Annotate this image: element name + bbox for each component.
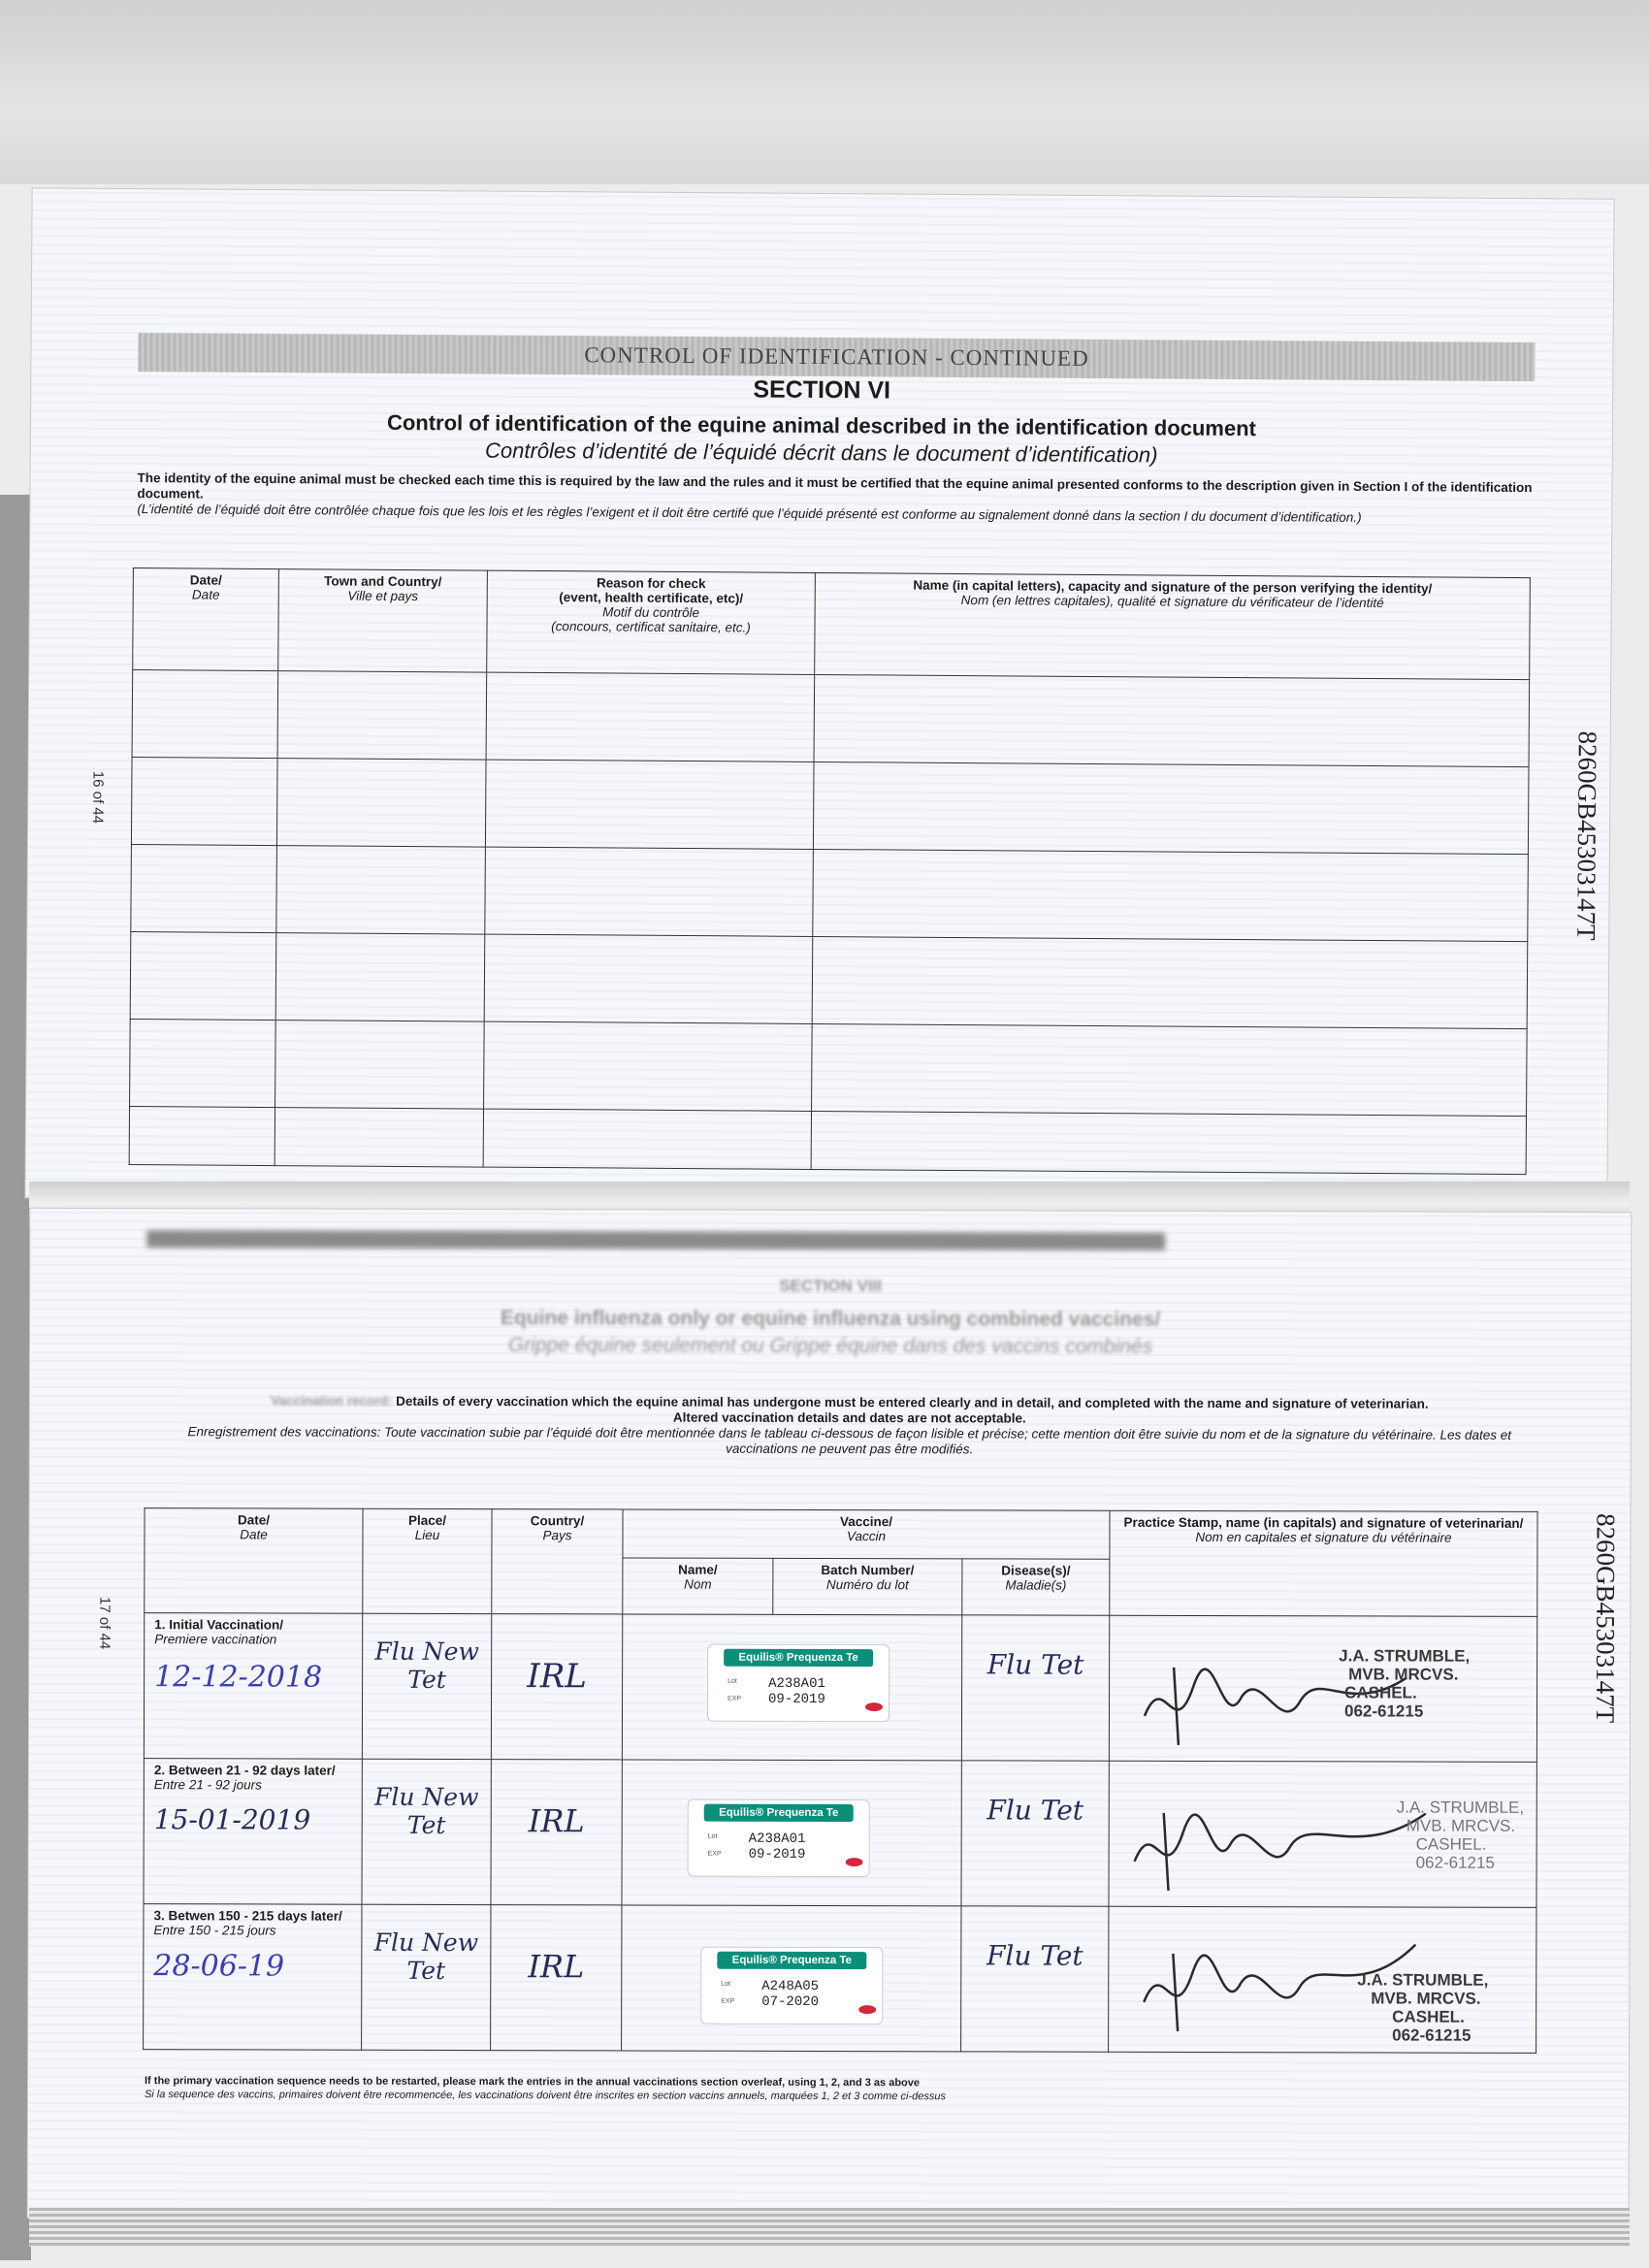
heading-en: Control of identification of the equine animal described in the identification document xyxy=(386,409,1257,441)
vaccine-sticker: Equilis® Prequenza Te Lot EXP A248A05 07-2020 xyxy=(701,1948,882,2024)
vaccine-sticker: Equilis® Prequenza Te Lot EXP A238A01 09-2019 xyxy=(708,1645,889,1721)
sticker-lot: A238A01 xyxy=(768,1675,825,1692)
footnote xyxy=(145,2074,1532,2105)
footnote-fr: Si la sequence des vaccins, primaires doivent être recommencée, les vaccinations doivent être inscrites en section vaccins annuels, marquées 1, 2 et 3 comme ci-dessus xyxy=(144,2089,947,2103)
practice-stamp: J.A. STRUMBLE, MVB. MRCVS. CASHEL. 062-61215 xyxy=(1357,1970,1489,2045)
intro-fr: (L’identité de l’équidé doit être contrôlée chaque fois que les lois et les règles l’exigent et il doit être certifé que l’équidé présenté est conforme au signalement donné dans la section I du document d’identification.) xyxy=(137,502,1362,525)
document-number: 8260GB45303147T xyxy=(1590,1513,1621,1724)
vaccination-date: 12-12-2018 xyxy=(154,1660,323,1695)
practice-stamp: J.A. STRUMBLE, MVB. MRCVS. CASHEL. 062-61215 xyxy=(1339,1646,1471,1721)
sticker-brand: Equilis® Prequenza Te xyxy=(704,1804,854,1822)
heading-en: Equine influenza only or equine influenza using combined vaccines/ xyxy=(500,1307,1161,1331)
intro-paragraph xyxy=(137,470,1534,527)
section-banner: CONTROL OF IDENTIFICATION - CONTINUED xyxy=(138,333,1535,381)
practice-stamp: J.A. STRUMBLE, MVB. MRCVS. CASHEL. 062-61215 xyxy=(1396,1798,1525,1872)
sticker-lot: A238A01 xyxy=(748,1831,806,1847)
sticker-lot: A248A05 xyxy=(761,1978,820,1994)
heading-fr: Contrôles d’identité de l’équidé décrit dans le document d’identification) xyxy=(484,437,1158,468)
section-title: SECTION VIII xyxy=(779,1276,883,1296)
sticker-exp: 09-2019 xyxy=(748,1846,806,1863)
col-verifier: Name (in capital letters), capacity and signature of the person verifying the identity/ Nom (en lettres capitales), qualité et signature du vérificateur de l’identité xyxy=(815,572,1531,679)
col-date: Date/ Date xyxy=(133,568,279,671)
vaccination-country: IRL xyxy=(527,1657,587,1697)
table-row xyxy=(130,932,1528,1029)
section-title: SECTION VI xyxy=(753,375,891,405)
footnote-en: If the primary vaccination sequence needs to be restarted, please mark the entries in the annual vaccinations section overleaf, using 1, 2, and 3 as above xyxy=(144,2075,921,2090)
sticker-exp: 09-2019 xyxy=(768,1691,825,1707)
col-place: Place/ Lieu xyxy=(363,1508,492,1613)
vaccination-country: IRL xyxy=(528,1948,585,1986)
sticker-brand: Equilis® Prequenza Te xyxy=(717,1952,866,1969)
row-label-fr: Entre 150 - 215 jours xyxy=(153,1923,276,1938)
col-vet: Practice Stamp, name (in capitals) and signature of veterinarian/ Nom en capitales et signature du vétérinaire xyxy=(1110,1510,1537,1616)
intro-en-bold: Altered vaccination details and dates are not acceptable. xyxy=(672,1409,1026,1426)
sticker-red-mark xyxy=(858,2005,876,2014)
col-batch: Batch Number/ Numéro du lot xyxy=(773,1558,962,1615)
vaccination-country: IRL xyxy=(528,1802,585,1840)
page-number: 17 of 44 xyxy=(96,1597,113,1650)
vaccination-date: 28-06-19 xyxy=(153,1949,285,1984)
intro-en: The identity of the equine animal must be checked each time this is required by the law and the rules and it must be certified that the equine animal presented conforms to the description given in Section I of the identification document. xyxy=(137,470,1533,502)
row-label: 1. Initial Vaccination/ xyxy=(154,1617,284,1633)
col-vaccine-name: Name/ Nom xyxy=(623,1558,773,1614)
intro-en: Details of every vaccination which the equine animal has undergone must be entered clearly and in detail, and completed with the name and signature of veterinarian. xyxy=(396,1393,1429,1411)
scanner-background-top xyxy=(0,0,1649,184)
table-row xyxy=(130,1020,1528,1117)
vaccination-disease: Flu Tet xyxy=(986,1939,1083,1972)
table-row xyxy=(131,845,1529,942)
row-label: 3. Betwen 150 - 215 days later/ xyxy=(153,1908,342,1924)
table-row xyxy=(129,1107,1526,1175)
identity-check-table xyxy=(129,567,1531,1175)
sticker-brand: Equilis® Prequenza Te xyxy=(724,1649,873,1667)
col-vaccine: Vaccine/ Vaccin xyxy=(623,1509,1110,1559)
intro-label: Vaccination record: xyxy=(271,1393,393,1409)
vaccination-intro xyxy=(156,1393,1543,1459)
row-label-fr: Premiere vaccination xyxy=(154,1632,277,1647)
table-row xyxy=(132,670,1530,767)
page-stack-edge xyxy=(29,2208,1630,2247)
table-row xyxy=(131,758,1529,855)
vaccination-date: 15-01-2019 xyxy=(153,1803,311,1836)
sticker-exp: 07-2020 xyxy=(761,1993,820,2010)
page-16 xyxy=(25,188,1613,1208)
vaccination-place: Flu New Tet xyxy=(374,1782,479,1839)
vaccination-place: Flu New Tet xyxy=(373,1928,479,1985)
heading-fr: Grippe équine seulement ou Grippe équine dans des vaccins combinés xyxy=(507,1334,1153,1358)
col-town-country: Town and Country/ Ville et pays xyxy=(278,569,488,672)
row-label: 2. Between 21 - 92 days later/ xyxy=(153,1763,336,1778)
vaccination-place: Flu New Tet xyxy=(374,1636,479,1694)
document-number: 8260GB45303147T xyxy=(1571,730,1602,941)
vaccination-disease: Flu Tet xyxy=(986,1648,1084,1681)
vaccination-disease: Flu Tet xyxy=(986,1794,1084,1827)
vet-signature xyxy=(1125,1794,1436,1901)
col-disease: Disease(s)/ Maladie(s) xyxy=(962,1559,1110,1615)
col-date: Date/ Date xyxy=(145,1508,363,1614)
page-number: 16 of 44 xyxy=(89,770,107,825)
scanner-background-side xyxy=(0,495,31,2260)
row-label-fr: Entre 21 - 92 jours xyxy=(153,1777,262,1793)
vaccine-sticker: Equilis® Prequenza Te Lot EXP A238A01 09-2019 xyxy=(689,1800,869,1876)
sticker-red-mark xyxy=(865,1702,883,1711)
intro-fr: Enregistrement des vaccinations: Toute vaccination subie par l’équidé doit être mentionnée dans le tableau ci-dessous de façon lisible et précise; cette mention doit être suivie du nom et de la signature du vétérinaire. Les dates et vaccinations ne peuvent pas être modifiés. xyxy=(187,1424,1512,1457)
col-reason: Reason for check (event, health certificate, etc)/ Motif du contrôle (concours, certificat sanitaire, etc.) xyxy=(487,570,816,674)
sticker-red-mark xyxy=(846,1858,863,1866)
page-17 xyxy=(28,1209,1632,2221)
col-country: Country/ Pays xyxy=(492,1509,623,1614)
blurred-banner xyxy=(146,1230,1165,1250)
